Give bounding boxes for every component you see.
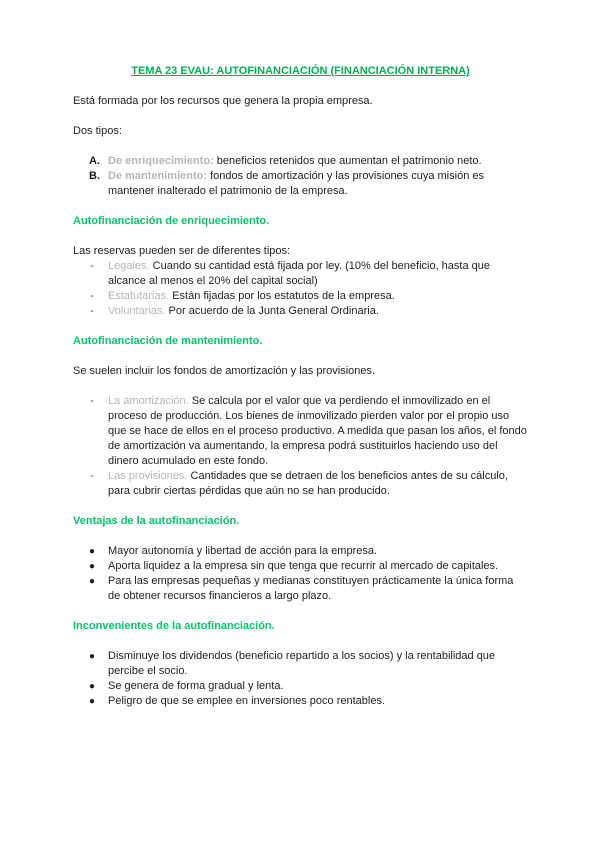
list-item [73, 574, 528, 604]
item-text: Peligro de que se emplee en inversiones poco rentables. [108, 695, 386, 707]
bullet-icon: ● [89, 696, 96, 707]
list-item [73, 169, 528, 199]
list-item [73, 544, 528, 559]
section-heading: Inconvenientes de la autofinanciación. [73, 620, 275, 632]
list-marker: - [90, 260, 94, 272]
list-marker: - [90, 470, 94, 482]
item-text: Aporta liquidez a la empresa sin que tenga que recurrir al mercado de capitales. [108, 560, 499, 572]
list-item [73, 649, 528, 679]
advantages-list [73, 544, 528, 604]
term-label: Voluntarias. [108, 305, 166, 317]
item-text: Por acuerdo de la Junta General Ordinaria. [165, 305, 379, 317]
item-text: Se genera de forma gradual y lenta. [108, 680, 284, 692]
item-text: Disminuye los dividendos (beneficio repartido a los socios) y la rentabilidad que percibe el socio. [108, 650, 496, 677]
intro-paragraph: Está formada por los recursos que genera la propia empresa. [73, 95, 373, 107]
term-label: La amortización. [108, 395, 189, 407]
bullet-icon: ● [89, 561, 96, 572]
item-text: Mayor autonomía y libertad de acción para la empresa. [108, 545, 378, 557]
list-marker: B. [89, 170, 100, 182]
item-text: beneficios retenidos que aumentan el patrimonio neto. [213, 155, 482, 167]
item-text: Cuando su cantidad está fijada por ley. (10% del beneficio, hasta que alcance al menos el 20% del capital social) [108, 260, 491, 287]
maintenance-list [73, 394, 528, 499]
list-marker: - [90, 305, 94, 317]
list-item [73, 559, 528, 574]
list-item [73, 469, 528, 499]
list-item [73, 304, 528, 319]
list-item [73, 679, 528, 694]
term-label: De mantenimiento: [108, 170, 208, 182]
item-text: fondos de amortización y las provisiones cuya misión es mantener inalterado el patrimonio de la empresa. [108, 170, 484, 197]
types-list [73, 154, 528, 199]
bullet-icon: ● [89, 651, 96, 662]
item-text: Están fijadas por los estatutos de la empresa. [169, 290, 395, 302]
types-label: Dos tipos: [73, 125, 122, 137]
term-label: Las provisiones. [108, 470, 188, 482]
section-heading: Autofinanciación de mantenimiento. [73, 335, 263, 347]
term-label: Legales. [108, 260, 150, 272]
section-lead: Se suelen incluir los fondos de amortización y las provisiones. [73, 365, 376, 377]
section-heading: Autofinanciación de enriquecimiento. [73, 215, 270, 227]
bullet-icon: ● [89, 576, 96, 587]
section-heading: Ventajas de la autofinanciación. [73, 515, 240, 527]
list-item [73, 154, 528, 169]
list-item [73, 289, 528, 304]
item-text: Cantidades que se detraen de los beneficios antes de su cálculo, para cubrir ciertas pérdidas que aún no se han producido. [108, 470, 508, 497]
list-marker: - [90, 290, 94, 302]
section-lead: Las reservas pueden ser de diferentes tipos: [73, 245, 291, 257]
item-text: Se calcula por el valor que va perdiendo el inmovilizado en el proceso de producción. Los bienes de inmovilizado pierden valor por el propio uso que se hace de ellos en el proceso productivo. A medida que pasan los años, el fondo de amortización va aumentando, la empresa podrá sustituirlos haciendo uso del dinero acumulado en este fondo. [108, 395, 527, 467]
bullet-icon: ● [89, 546, 96, 557]
list-marker: A. [89, 155, 100, 167]
bullet-icon: ● [89, 681, 96, 692]
item-text: Para las empresas pequeñas y medianas constituyen prácticamente la única forma de obtener recursos financieros a largo plazo. [108, 575, 514, 602]
term-label: Estatutarias. [108, 290, 170, 302]
list-item [73, 394, 528, 469]
term-label: De enriquecimiento: [108, 155, 214, 167]
document-title: TEMA 23 EVAU: AUTOFINANCIACIÓN (FINANCIACIÓN INTERNA) [131, 65, 470, 77]
list-item [73, 259, 528, 289]
list-marker: - [90, 395, 94, 407]
reserves-list [73, 259, 528, 319]
disadvantages-list [73, 649, 528, 709]
document-page [73, 64, 528, 709]
list-item [73, 694, 528, 709]
